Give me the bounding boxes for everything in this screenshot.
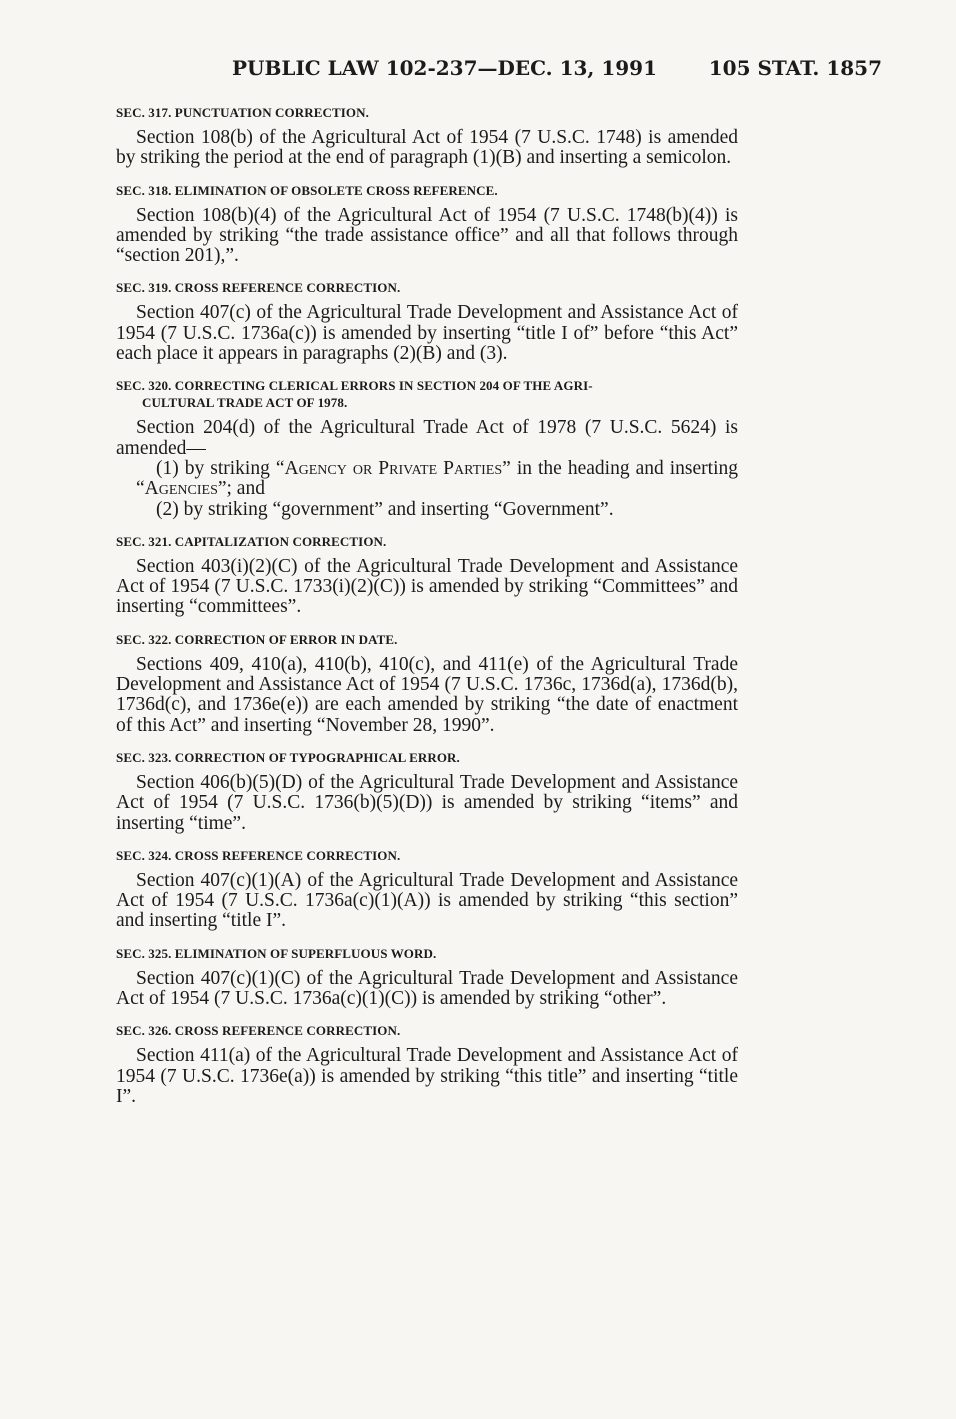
- section-text: Section 407(c)(1)(C) of the Agricultural Trade Development and Assistance Act of 1954 (7 U.S.C. 1736a(c)(1)(C)) is amended by striking “other”.: [116, 967, 738, 1010]
- section-heading: SEC. 324. CROSS REFERENCE CORRECTION.: [116, 847, 401, 863]
- section-heading: SEC. 326. CROSS REFERENCE CORRECTION.: [116, 1023, 401, 1039]
- section-text: Sections 409, 410(a), 410(b), 410(c), and 411(e) of the Agricultural Trade Development and Assistance Act of 1954 (7 U.S.C. 1736c, 1736d(a), 1736d(b), 1736d(c), and 1736e(e)) are each amended by striking “the date of enactment of this Act” and inserting “November 28, 1990”.: [116, 653, 738, 736]
- item-smallcaps-text: Agencies: [144, 478, 218, 500]
- section-heading: [116, 377, 738, 411]
- item-text: ”; and: [217, 478, 265, 500]
- item-smallcaps-text: Agency or Private Parties: [284, 457, 503, 479]
- section-text: Section 204(d) of the Agricultural Trade Act of 1978 (7 U.S.C. 5624) is amended—: [116, 417, 738, 459]
- section-323: [116, 749, 738, 834]
- list-item-2: (2) by striking “government” and inserting “Government”.: [156, 498, 614, 520]
- section-325: [116, 945, 738, 1010]
- item-text: (1) by striking “: [156, 457, 285, 479]
- running-head: PUBLIC LAW 102-237—DEC. 13, 1991: [232, 56, 657, 80]
- section-text: Section 108(b) of the Agricultural Act of 1954 (7 U.S.C. 1748) is amended by striking the period at the end of paragraph (1)(B) and inserting a semicolon.: [116, 127, 738, 169]
- section-heading: SEC. 322. CORRECTION OF ERROR IN DATE.: [116, 631, 398, 647]
- section-324: [116, 847, 738, 932]
- section-heading: SEC. 321. CAPITALIZATION CORRECTION.: [116, 533, 387, 549]
- section-heading: SEC. 325. ELIMINATION OF SUPERFLUOUS WORD.: [116, 945, 437, 961]
- list-item-1: [96, 459, 738, 500]
- section-321: [116, 533, 738, 618]
- section-322: [116, 631, 738, 736]
- section-text: Section 407(c) of the Agricultural Trade Development and Assistance Act of 1954 (7 U.S.C. 1736a(c)) is amended by inserting “title I of” before “this Act” each place it appears in paragraphs (2)(B) and (3).: [116, 302, 738, 365]
- section-heading: SEC. 317. PUNCTUATION CORRECTION.: [116, 105, 369, 120]
- page-folio: 105 STAT. 1857: [708, 56, 882, 80]
- section-text: Section 108(b)(4) of the Agricultural Act of 1954 (7 U.S.C. 1748(b)(4)) is amended by striking “the trade assistance office” and all that follows through “section 201),”.: [116, 204, 738, 267]
- section-text: Section 407(c)(1)(A) of the Agricultural Trade Development and Assistance Act of 1954 (7 U.S.C. 1736a(c)(1)(A)) is amended by striking “this section” and inserting “title I”.: [116, 869, 738, 932]
- section-319: [116, 279, 738, 364]
- section-text: Section 411(a) of the Agricultural Trade Development and Assistance Act of 1954 (7 U.S.C. 1736e(a)) is amended by striking “this title” and inserting “title I”.: [116, 1045, 738, 1107]
- section-heading-line2: CULTURAL TRADE ACT OF 1978.: [142, 395, 348, 411]
- section-heading: SEC. 319. CROSS REFERENCE CORRECTION.: [116, 280, 401, 296]
- item-text: ” in the heading and inserting “: [136, 457, 738, 500]
- section-326: [116, 1022, 738, 1107]
- document-body: [116, 104, 738, 1107]
- section-heading: SEC. 318. ELIMINATION OF OBSOLETE CROSS REFERENCE.: [116, 182, 498, 198]
- section-heading: SEC. 323. CORRECTION OF TYPOGRAPHICAL ERROR.: [116, 749, 460, 765]
- section-318: [116, 182, 738, 267]
- section-320: [116, 377, 738, 519]
- section-text: Section 406(b)(5)(D) of the Agricultural Trade Development and Assistance Act of 1954 (7 U.S.C. 1736(b)(5)(D)) is amended by striking “items” and inserting “time”.: [116, 771, 738, 834]
- page-header: [232, 56, 882, 88]
- section-317: [116, 104, 738, 169]
- section-heading-line1: SEC. 320. CORRECTING CLERICAL ERRORS IN SECTION 204 OF THE AGRI-: [116, 378, 593, 394]
- section-text: Section 403(i)(2)(C) of the Agricultural Trade Development and Assistance Act of 1954 (7 U.S.C. 1733(i)(2)(C)) is amended by striking “Committees” and inserting “committees”.: [116, 555, 738, 618]
